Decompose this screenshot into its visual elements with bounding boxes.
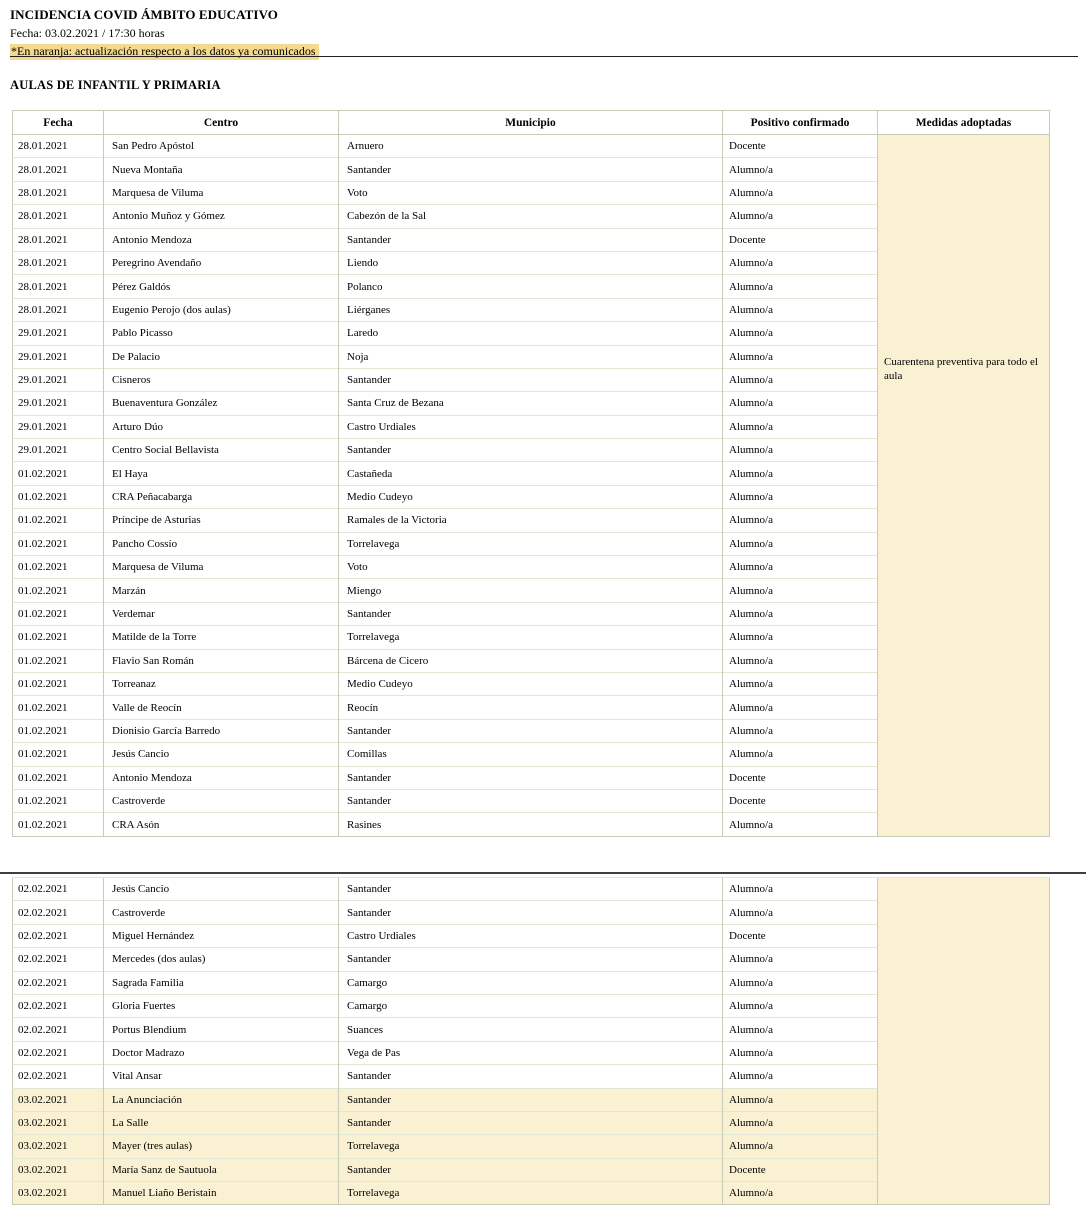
cell-fecha: 01.02.2021 xyxy=(13,766,104,789)
cell-municipio: Laredo xyxy=(339,322,723,345)
cell-positivo: Alumno/a xyxy=(723,462,878,485)
cell-positivo: Alumno/a xyxy=(723,205,878,228)
cell-centro: Vital Ansar xyxy=(104,1065,339,1088)
cell-positivo: Alumno/a xyxy=(723,368,878,391)
cell-centro: Doctor Madrazo xyxy=(104,1041,339,1064)
cell-positivo: Alumno/a xyxy=(723,696,878,719)
table-header xyxy=(13,111,1050,135)
cell-positivo: Alumno/a xyxy=(723,602,878,625)
cell-municipio: Polanco xyxy=(339,275,723,298)
cell-municipio: Bárcena de Cicero xyxy=(339,649,723,672)
cell-positivo: Docente xyxy=(723,766,878,789)
cell-centro: Peregrino Avendaño xyxy=(104,251,339,274)
cell-municipio: Santander xyxy=(339,228,723,251)
cell-centro: Mercedes (dos aulas) xyxy=(104,948,339,971)
cell-positivo: Alumno/a xyxy=(723,901,878,924)
cell-positivo: Alumno/a xyxy=(723,298,878,321)
cell-centro: CRA Asón xyxy=(104,813,339,836)
cell-positivo: Alumno/a xyxy=(723,1088,878,1111)
cell-centro: Buenaventura González xyxy=(104,392,339,415)
cell-centro: Matilde de la Torre xyxy=(104,626,339,649)
cell-municipio: Suances xyxy=(339,1018,723,1041)
cell-municipio: Santander xyxy=(339,602,723,625)
cell-positivo: Alumno/a xyxy=(723,626,878,649)
cell-municipio: Arnuero xyxy=(339,135,723,158)
cell-positivo: Alumno/a xyxy=(723,1018,878,1041)
cell-centro: Flavio San Román xyxy=(104,649,339,672)
cell-fecha: 29.01.2021 xyxy=(13,392,104,415)
column-header-medidas: Medidas adoptadas xyxy=(878,111,1050,135)
cell-centro: Portus Blendium xyxy=(104,1018,339,1041)
cell-fecha: 03.02.2021 xyxy=(13,1135,104,1158)
cell-positivo: Alumno/a xyxy=(723,948,878,971)
cell-municipio: Castro Urdiales xyxy=(339,415,723,438)
cell-municipio: Comillas xyxy=(339,743,723,766)
cell-fecha: 29.01.2021 xyxy=(13,345,104,368)
cell-centro: Eugenio Perojo (dos aulas) xyxy=(104,298,339,321)
cell-positivo: Alumno/a xyxy=(723,719,878,742)
table-body-page1 xyxy=(13,135,1050,837)
cell-fecha: 01.02.2021 xyxy=(13,672,104,695)
cell-centro: Pancho Cossío xyxy=(104,532,339,555)
cell-fecha: 02.02.2021 xyxy=(13,924,104,947)
page-title: INCIDENCIA COVID ÁMBITO EDUCATIVO xyxy=(10,7,279,22)
cell-municipio: Torrelavega xyxy=(339,532,723,555)
column-header-positivo: Positivo confirmado xyxy=(723,111,878,135)
cell-municipio: Santander xyxy=(339,789,723,812)
cell-fecha: 01.02.2021 xyxy=(13,509,104,532)
cell-positivo: Alumno/a xyxy=(723,158,878,181)
cell-fecha: 01.02.2021 xyxy=(13,649,104,672)
section-title: AULAS DE INFANTIL Y PRIMARIA xyxy=(10,78,221,92)
page-break-divider xyxy=(0,872,1086,874)
cell-fecha: 28.01.2021 xyxy=(13,158,104,181)
header-rule xyxy=(10,56,1078,57)
cell-municipio: Torrelavega xyxy=(339,1182,723,1205)
cell-centro: Marzán xyxy=(104,579,339,602)
cell-municipio: Noja xyxy=(339,345,723,368)
cell-municipio: Liérganes xyxy=(339,298,723,321)
measures-text: Cuarentena preventiva para todo el aula xyxy=(884,356,1038,383)
cell-fecha: 02.02.2021 xyxy=(13,901,104,924)
cell-municipio: Torrelavega xyxy=(339,1135,723,1158)
cell-fecha: 02.02.2021 xyxy=(13,994,104,1017)
cell-positivo: Alumno/a xyxy=(723,485,878,508)
cell-positivo: Docente xyxy=(723,789,878,812)
cell-municipio: Voto xyxy=(339,181,723,204)
cell-centro: Dionisio García Barredo xyxy=(104,719,339,742)
cell-municipio: Medio Cudeyo xyxy=(339,485,723,508)
cell-fecha: 02.02.2021 xyxy=(13,1041,104,1064)
cell-positivo: Alumno/a xyxy=(723,251,878,274)
cell-positivo: Alumno/a xyxy=(723,813,878,836)
cell-fecha: 28.01.2021 xyxy=(13,205,104,228)
cell-municipio: Castañeda xyxy=(339,462,723,485)
cell-positivo: Alumno/a xyxy=(723,994,878,1017)
cell-positivo: Alumno/a xyxy=(723,556,878,579)
cell-municipio: Santander xyxy=(339,1088,723,1111)
cell-municipio: Santander xyxy=(339,368,723,391)
cell-municipio: Miengo xyxy=(339,579,723,602)
cell-centro: El Haya xyxy=(104,462,339,485)
cell-municipio: Vega de Pas xyxy=(339,1041,723,1064)
cell-centro: Miguel Hernández xyxy=(104,924,339,947)
cell-municipio: Camargo xyxy=(339,971,723,994)
cell-fecha: 02.02.2021 xyxy=(13,878,104,901)
cell-positivo: Alumno/a xyxy=(723,1065,878,1088)
cell-fecha: 28.01.2021 xyxy=(13,181,104,204)
cell-positivo: Alumno/a xyxy=(723,579,878,602)
cell-medidas-adoptadas xyxy=(878,878,1050,1205)
cell-positivo: Alumno/a xyxy=(723,878,878,901)
cell-centro: Manuel Liaño Beristain xyxy=(104,1182,339,1205)
cell-fecha: 01.02.2021 xyxy=(13,626,104,649)
table-body-page2 xyxy=(13,878,1050,1205)
cell-centro: Antonio Muñoz y Gómez xyxy=(104,205,339,228)
cell-fecha: 01.02.2021 xyxy=(13,789,104,812)
cell-fecha: 01.02.2021 xyxy=(13,813,104,836)
cell-municipio: Castro Urdiales xyxy=(339,924,723,947)
cell-positivo: Docente xyxy=(723,135,878,158)
cell-positivo: Alumno/a xyxy=(723,532,878,555)
cell-positivo: Alumno/a xyxy=(723,743,878,766)
cell-positivo: Alumno/a xyxy=(723,1182,878,1205)
cell-positivo: Docente xyxy=(723,1158,878,1181)
cell-centro: CRA Peñacabarga xyxy=(104,485,339,508)
cell-municipio: Cabezón de la Sal xyxy=(339,205,723,228)
cell-municipio: Santa Cruz de Bezana xyxy=(339,392,723,415)
cell-centro: María Sanz de Sautuola xyxy=(104,1158,339,1181)
cell-municipio: Medio Cudeyo xyxy=(339,672,723,695)
cell-municipio: Liendo xyxy=(339,251,723,274)
cell-municipio: Santander xyxy=(339,878,723,901)
cell-centro: Marquesa de Viluma xyxy=(104,556,339,579)
cell-municipio: Ramales de la Victoria xyxy=(339,509,723,532)
cell-fecha: 03.02.2021 xyxy=(13,1088,104,1111)
incidence-table-page2 xyxy=(12,877,1050,1205)
cell-centro: Arturo Dúo xyxy=(104,415,339,438)
cell-municipio: Santander xyxy=(339,439,723,462)
cell-centro: Jesús Cancio xyxy=(104,878,339,901)
cell-fecha: 28.01.2021 xyxy=(13,135,104,158)
cell-positivo: Alumno/a xyxy=(723,971,878,994)
cell-fecha: 02.02.2021 xyxy=(13,948,104,971)
cell-fecha: 03.02.2021 xyxy=(13,1111,104,1134)
cell-centro: Pablo Picasso xyxy=(104,322,339,345)
cell-fecha: 01.02.2021 xyxy=(13,485,104,508)
cell-municipio: Santander xyxy=(339,1158,723,1181)
cell-municipio: Santander xyxy=(339,1111,723,1134)
incidence-table-page1 xyxy=(12,110,1050,837)
table-header-row xyxy=(13,111,1050,135)
cell-centro: La Anunciación xyxy=(104,1088,339,1111)
cell-municipio: Torrelavega xyxy=(339,626,723,649)
cell-municipio: Santander xyxy=(339,766,723,789)
cell-fecha: 02.02.2021 xyxy=(13,1065,104,1088)
cell-positivo: Alumno/a xyxy=(723,275,878,298)
cell-positivo: Alumno/a xyxy=(723,439,878,462)
cell-centro: Pérez Galdós xyxy=(104,275,339,298)
cell-fecha: 01.02.2021 xyxy=(13,532,104,555)
cell-fecha: 29.01.2021 xyxy=(13,439,104,462)
cell-fecha: 28.01.2021 xyxy=(13,275,104,298)
cell-centro: Antonio Mendoza xyxy=(104,228,339,251)
cell-positivo: Docente xyxy=(723,924,878,947)
cell-fecha: 01.02.2021 xyxy=(13,696,104,719)
cell-centro: La Salle xyxy=(104,1111,339,1134)
cell-positivo: Alumno/a xyxy=(723,1041,878,1064)
cell-centro: Centro Social Bellavista xyxy=(104,439,339,462)
cell-centro: Castroverde xyxy=(104,789,339,812)
report-datetime: Fecha: 03.02.2021 / 17:30 horas xyxy=(10,26,165,40)
cell-positivo: Alumno/a xyxy=(723,322,878,345)
column-header-fecha: Fecha xyxy=(13,111,104,135)
cell-centro: Cisneros xyxy=(104,368,339,391)
cell-municipio: Santander xyxy=(339,901,723,924)
cell-fecha: 02.02.2021 xyxy=(13,971,104,994)
cell-municipio: Reocín xyxy=(339,696,723,719)
cell-positivo: Alumno/a xyxy=(723,345,878,368)
cell-municipio: Santander xyxy=(339,948,723,971)
cell-centro: Verdemar xyxy=(104,602,339,625)
cell-fecha: 01.02.2021 xyxy=(13,556,104,579)
table-row xyxy=(13,878,1050,901)
cell-centro: Nueva Montaña xyxy=(104,158,339,181)
cell-centro: Mayer (tres aulas) xyxy=(104,1135,339,1158)
cell-fecha: 02.02.2021 xyxy=(13,1018,104,1041)
cell-positivo: Alumno/a xyxy=(723,1135,878,1158)
cell-fecha: 28.01.2021 xyxy=(13,251,104,274)
cell-positivo: Alumno/a xyxy=(723,415,878,438)
column-header-centro: Centro xyxy=(104,111,339,135)
cell-municipio: Santander xyxy=(339,158,723,181)
cell-positivo: Alumno/a xyxy=(723,672,878,695)
cell-centro: Castroverde xyxy=(104,901,339,924)
cell-municipio: Santander xyxy=(339,719,723,742)
table-row xyxy=(13,135,1050,158)
cell-municipio: Voto xyxy=(339,556,723,579)
cell-fecha: 29.01.2021 xyxy=(13,368,104,391)
cell-centro: Jesús Cancio xyxy=(104,743,339,766)
legend-highlight-note: *En naranja: actualización respecto a los datos ya comunicados xyxy=(10,44,319,60)
cell-centro: Torreanaz xyxy=(104,672,339,695)
cell-centro: Valle de Reocín xyxy=(104,696,339,719)
cell-fecha: 01.02.2021 xyxy=(13,462,104,485)
cell-centro: Gloria Fuertes xyxy=(104,994,339,1017)
cell-centro: Sagrada Familia xyxy=(104,971,339,994)
cell-positivo: Docente xyxy=(723,228,878,251)
cell-fecha: 28.01.2021 xyxy=(13,228,104,251)
cell-municipio: Camargo xyxy=(339,994,723,1017)
cell-fecha: 03.02.2021 xyxy=(13,1158,104,1181)
column-header-municipio: Municipio xyxy=(339,111,723,135)
cell-centro: De Palacio xyxy=(104,345,339,368)
cell-medidas-adoptadas xyxy=(878,135,1050,837)
cell-fecha: 01.02.2021 xyxy=(13,743,104,766)
cell-fecha: 01.02.2021 xyxy=(13,602,104,625)
cell-positivo: Alumno/a xyxy=(723,1111,878,1134)
cell-fecha: 01.02.2021 xyxy=(13,579,104,602)
cell-positivo: Alumno/a xyxy=(723,392,878,415)
cell-fecha: 28.01.2021 xyxy=(13,298,104,321)
cell-centro: Marquesa de Viluma xyxy=(104,181,339,204)
cell-fecha: 29.01.2021 xyxy=(13,322,104,345)
cell-positivo: Alumno/a xyxy=(723,649,878,672)
cell-fecha: 03.02.2021 xyxy=(13,1182,104,1205)
document-header xyxy=(10,7,319,60)
cell-centro: San Pedro Apóstol xyxy=(104,135,339,158)
cell-positivo: Alumno/a xyxy=(723,509,878,532)
cell-positivo: Alumno/a xyxy=(723,181,878,204)
cell-fecha: 01.02.2021 xyxy=(13,719,104,742)
cell-municipio: Santander xyxy=(339,1065,723,1088)
cell-fecha: 29.01.2021 xyxy=(13,415,104,438)
cell-centro: Príncipe de Asturias xyxy=(104,509,339,532)
cell-centro: Antonio Mendoza xyxy=(104,766,339,789)
cell-municipio: Rasines xyxy=(339,813,723,836)
